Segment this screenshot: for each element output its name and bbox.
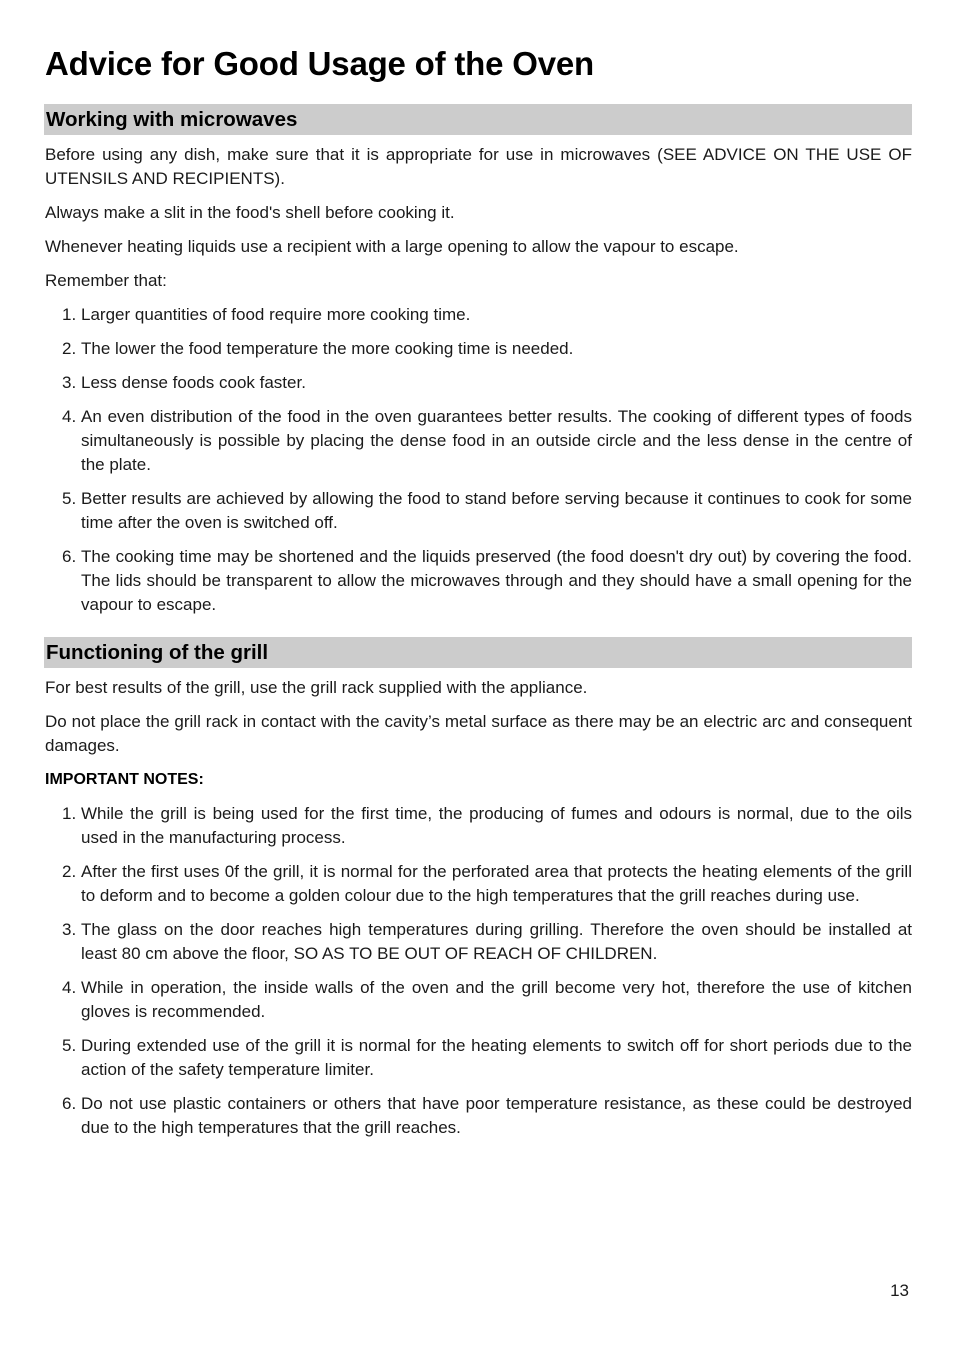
list-item-text: The cooking time may be shortened and the liquids preserved (the food doesn't dry out) by covering the food. The lids should be transparent to allow the microwaves through and they should have a small opening for the vapour to escape. [81,547,912,614]
list-item-text: Better results are achieved by allowing the food to stand before serving because it continues to cook for some time after the oven is switched off. [81,489,912,532]
page-title: Advice for Good Usage of the Oven [45,45,594,82]
list-item-text: The lower the food temperature the more cooking time is needed. [81,339,574,358]
list-item [44,860,912,908]
list-item-text: While in operation, the inside walls of the oven and the grill become very hot, therefore the use of kitchen gloves is recommended. [81,978,912,1021]
list-item [44,337,912,361]
microwave-tips-list [44,303,912,617]
list-item-text: Do not use plastic containers or others that have poor temperature resistance, as these could be destroyed due to the high temperatures that the grill reaches. [81,1094,912,1137]
page-number: 13 [890,1281,909,1300]
list-item [44,545,912,617]
paragraph: Do not place the grill rack in contact with the cavity’s metal surface as there may be an electric arc and consequent damages. [45,712,912,755]
list-item-text: The glass on the door reaches high temperatures during grilling. Therefore the oven should be installed at least 80 cm above the floor, SO AS TO BE OUT OF REACH OF CHILDREN. [81,920,912,963]
list-number: 6. [62,547,77,566]
list-item-text: Larger quantities of food require more cooking time. [81,305,471,324]
paragraph: Always make a slit in the food's shell before cooking it. [45,203,455,222]
list-item-text: Less dense foods cook faster. [81,373,306,392]
list-item [44,918,912,966]
list-item [44,1034,912,1082]
list-number: 2. [62,862,77,881]
list-item [44,802,912,850]
list-number: 1. [62,804,77,823]
list-item-text: An even distribution of the food in the oven guarantees better results. The cooking of different types of foods simultaneously is possible by placing the dense food in an outside circle and the less dense in the centre of the plate. [81,407,912,474]
list-item-text: During extended use of the grill it is normal for the heating elements to switch off for short periods due to the action of the safety temperature limiter. [81,1036,912,1079]
list-item [44,303,912,327]
list-number: 5. [62,489,77,508]
list-number: 4. [62,407,77,426]
list-item [44,1092,912,1140]
list-number: 1. [62,305,77,324]
grill-notes-list [44,802,912,1140]
paragraph: Before using any dish, make sure that it is appropriate for use in microwaves (SEE ADVICE ON THE USE OF UTENSILS AND RECIPIENTS). [45,145,912,188]
section-heading-grill: Functioning of the grill [44,637,912,668]
list-number: 4. [62,978,77,997]
list-number: 5. [62,1036,77,1055]
list-item [44,976,912,1024]
list-number: 3. [62,920,77,939]
section-heading-microwaves: Working with microwaves [44,104,912,135]
list-item-text: After the first uses 0f the grill, it is normal for the perforated area that protects the heating elements of the grill to deform and to become a golden colour due to the high temperatures that the grill reaches during use. [81,862,912,905]
list-item [44,487,912,535]
list-number: 2. [62,339,77,358]
important-notes-heading: IMPORTANT NOTES: [45,771,204,788]
document-page [44,44,912,1150]
list-item-text: While the grill is being used for the first time, the producing of fumes and odours is normal, due to the oils used in the manufacturing process. [81,804,912,847]
paragraph: For best results of the grill, use the grill rack supplied with the appliance. [45,678,588,697]
list-number: 3. [62,373,77,392]
paragraph: Whenever heating liquids use a recipient with a large opening to allow the vapour to escape. [45,237,739,256]
paragraph: Remember that: [45,271,167,290]
list-item [44,405,912,477]
list-item [44,371,912,395]
list-number: 6. [62,1094,77,1113]
